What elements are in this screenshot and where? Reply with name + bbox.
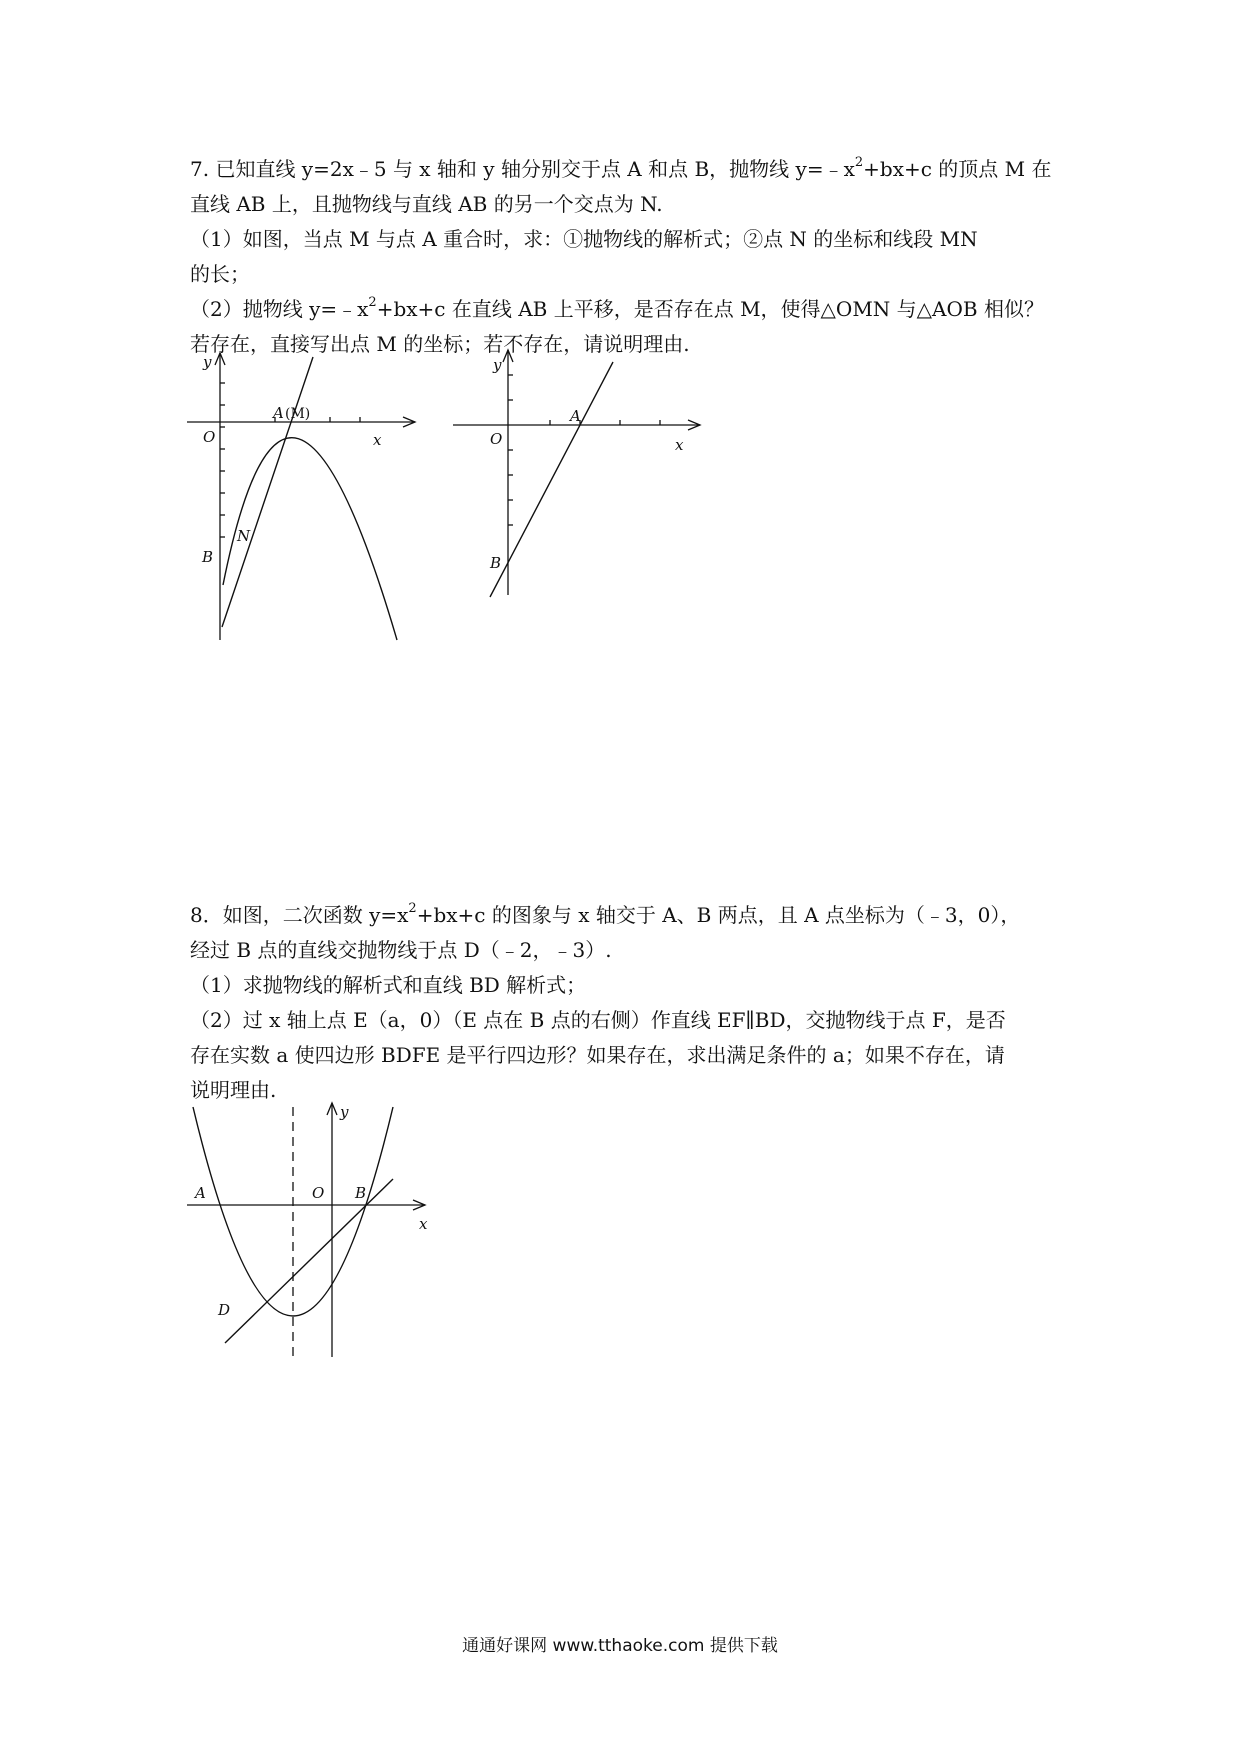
figure-2-label-y: y <box>493 356 502 374</box>
problem-7-line-1 <box>190 152 1070 187</box>
problem-8-question-1: （1）求抛物线的解析式和直线 BD 解析式； <box>190 973 587 997</box>
text-segment: +bx+c 的顶点 M 在 <box>863 157 1052 181</box>
superscript: 2 <box>854 155 864 171</box>
figure-8-label-o: O <box>312 1184 325 1202</box>
problem-8-question-2-line-2: 存在实数 a 使四边形 BDFE 是平行四边形？如果存在，求出满足条件的 a；如果不存在，请 <box>190 1043 1005 1067</box>
problem-8-line-1 <box>190 898 1070 933</box>
figure-2-label-o: O <box>490 430 503 448</box>
figure-1-label-b: B <box>202 548 214 566</box>
figure-1-label-n: N <box>237 527 251 545</box>
figure-8-label-a: A <box>195 1184 206 1202</box>
problem-7 <box>190 152 1070 362</box>
figure-2-label-x: x <box>675 436 684 454</box>
text-segment: 8．如图，二次函数 y=x <box>190 903 409 927</box>
figure-8-label-x: x <box>419 1215 428 1233</box>
figure-2-label-a: A <box>570 407 581 425</box>
problem-7-question-2-line-1 <box>190 292 1070 327</box>
figure-1-label-y: y <box>203 353 212 371</box>
text-segment: +bx+c 的图象与 x 轴交于 A、B 两点，且 A 点坐标为（﹣3，0）， <box>416 903 1021 927</box>
problem-7-question-2-line-2: 若存在，直接写出点 M 的坐标；若不存在，请说明理由. <box>190 332 690 356</box>
text-segment: 7. 已知直线 y=2x﹣5 与 x 轴和 y 轴分别交于点 A 和点 B，抛物线 y=﹣x <box>190 157 855 181</box>
figure-1-label-x: x <box>373 431 382 449</box>
figure-1-label-o: O <box>203 428 216 446</box>
problem-7-figure-2 <box>450 345 710 605</box>
problem-8-figure <box>185 1095 455 1365</box>
figure-8-y-axis <box>327 1103 337 1357</box>
page-footer: 通通好课网 www.tthaoke.com 提供下载 <box>462 1636 778 1656</box>
problem-8-question-2-line-1: （2）过 x 轴上点 E（a，0）（E 点在 B 点的右侧）作直线 EF∥BD，交抛物线于点 F，是否 <box>190 1008 1006 1032</box>
problem-8 <box>190 898 1070 1108</box>
figure-8-x-axis <box>187 1200 425 1210</box>
figure-1-label-m: (M) <box>285 406 311 422</box>
problem-8-question-2-line-3: 说明理由. <box>190 1078 277 1102</box>
text-segment: （2）抛物线 y=﹣x <box>190 297 369 321</box>
figure-2-y-axis <box>503 350 513 595</box>
text-segment: +bx+c 在直线 AB 上平移，是否存在点 M，使得△OMN 与△AOB 相似？ <box>376 297 1044 321</box>
figure-1-line-ab <box>222 357 313 627</box>
figure-8-label-y: y <box>340 1103 349 1121</box>
problem-7-question-1-line-2: 的长； <box>190 262 250 286</box>
figure-1-y-axis <box>215 353 225 640</box>
figure-8-line-bd <box>225 1179 393 1343</box>
figure-8-label-b: B <box>355 1184 367 1202</box>
figure-8-label-d: D <box>218 1301 231 1319</box>
superscript: 2 <box>408 901 417 917</box>
problem-8-line-2: 经过 B 点的直线交抛物线于点 D（﹣2，﹣3）. <box>190 938 612 962</box>
figure-1-label-a: A <box>273 404 284 422</box>
problem-7-figure-1 <box>185 345 435 645</box>
problem-7-question-1-line-1: （1）如图，当点 M 与点 A 重合时，求：①抛物线的解析式；②点 N 的坐标和线段 MN <box>190 227 978 251</box>
problem-7-line-2: 直线 AB 上，且抛物线与直线 AB 的另一个交点为 N. <box>190 192 663 216</box>
figure-2-label-b: B <box>490 554 502 572</box>
superscript: 2 <box>368 295 377 311</box>
